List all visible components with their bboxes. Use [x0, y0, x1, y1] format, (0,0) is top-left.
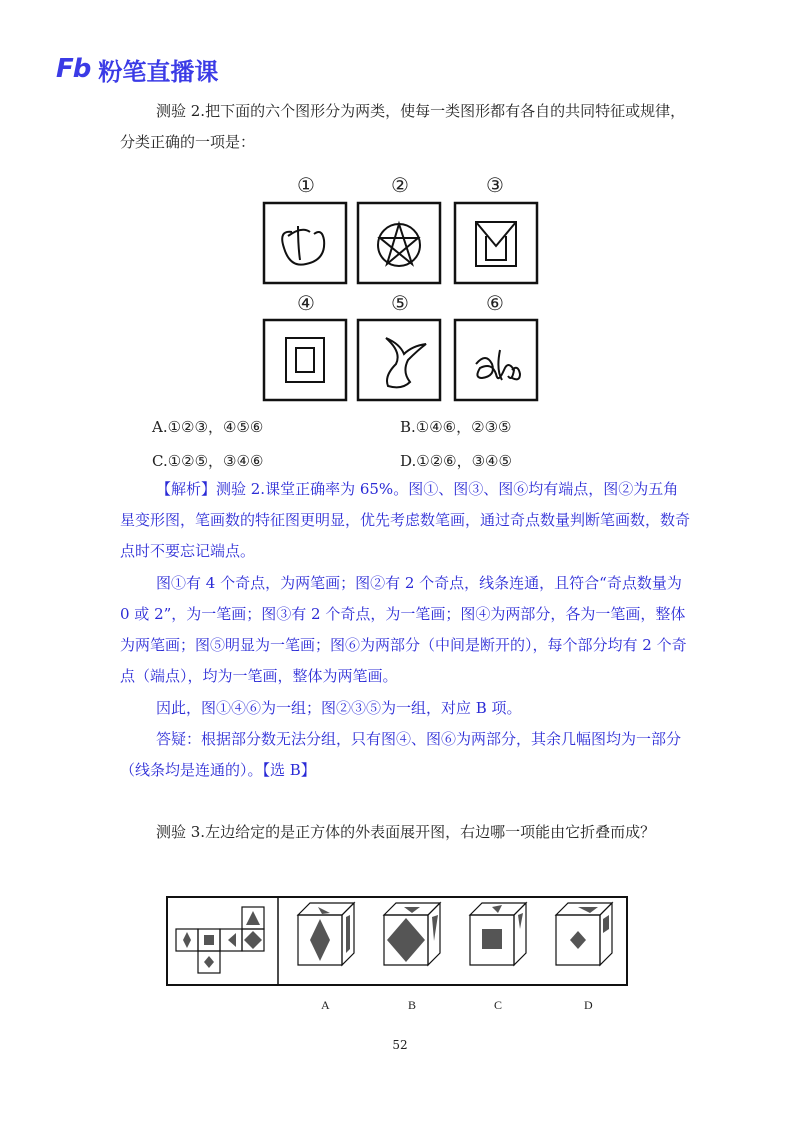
figure-3-shape [476, 222, 516, 266]
figure-4-outer [286, 338, 324, 382]
page-number: 52 [392, 1038, 408, 1052]
q2-option-c: C.①②⑤，③④⑥ [152, 452, 264, 470]
figure-3-box [455, 203, 537, 283]
figure-6-shape [476, 350, 520, 380]
figure-label-5: ⑤ [391, 291, 409, 315]
q3-figure [0, 885, 800, 995]
figure-label-1: ① [297, 173, 315, 197]
q2-analysis-2: 图①有 4 个奇点，为两笔画；图②有 2 个奇点，线条连通，且符合“奇点数量为 0 或 2”，为一笔画；图③有 2 个奇点，为一笔画；图④为两部分，各为一笔画，整体为两笔画；图⑤明显为一笔画；图⑥为两部分（中间是断开的），每个部分均有 2 个奇点（端点），均为一笔画，整体为两笔画。 [120, 574, 687, 685]
caption-b: B [408, 998, 417, 1012]
figure-2-circle [378, 224, 420, 266]
figure-6-box [455, 320, 537, 400]
figure-4-inner [296, 348, 314, 372]
figure-5-shape [386, 338, 426, 387]
figure-1-box [264, 203, 346, 283]
figure-1-shape [282, 226, 324, 265]
q2-option-b: B.①④⑥，②③⑤ [400, 418, 512, 436]
figure-label-2: ② [391, 173, 409, 197]
brand-name: 粉笔直播课 [98, 57, 219, 86]
caption-d: D [584, 998, 593, 1012]
q2-analysis-3: 因此，图①④⑥为一组；图②③⑤为一组，对应 B 项。 [156, 699, 522, 717]
cube-c [470, 903, 526, 965]
cube-a [298, 903, 354, 965]
figure-2-box [358, 203, 440, 283]
figure-4-box [264, 320, 346, 400]
q2-option-a: A.①②③，④⑤⑥ [152, 418, 264, 436]
caption-c: C [494, 998, 503, 1012]
figure-label-6: ⑥ [486, 291, 504, 315]
q3-prompt: 测验 3.左边给定的是正方体的外表面展开图，右边哪一项能由它折叠而成？ [156, 823, 656, 841]
brand-logo [56, 54, 218, 84]
q2-option-d: D.①②⑥，③④⑤ [400, 452, 512, 470]
figure-label-4: ④ [297, 291, 315, 315]
logo-mark: Fb [56, 54, 91, 84]
q2-analysis-4: 答疑：根据部分数无法分组，只有图④、图⑥为两部分，其余几幅图均为一部分（线条均是连通的）。【选 B】 [120, 730, 682, 779]
caption-a: A [321, 998, 330, 1012]
q2-prompt: 测验 2.把下面的六个图形分为两类，使每一类图形都有各自的共同特征或规律，分类正确的一项是： [120, 102, 686, 151]
figure-label-3: ③ [486, 173, 504, 197]
cube-b [384, 903, 440, 965]
cube-d [556, 903, 612, 965]
q2-analysis-1: 【解析】测验 2.课堂正确率为 65%。图①、图③、图⑥均有端点，图②为五角星变形图，笔画数的特征图更明显，优先考虑数笔画，通过奇点数量判断笔画数，数奇点时不要忘记端点。 [120, 480, 691, 560]
